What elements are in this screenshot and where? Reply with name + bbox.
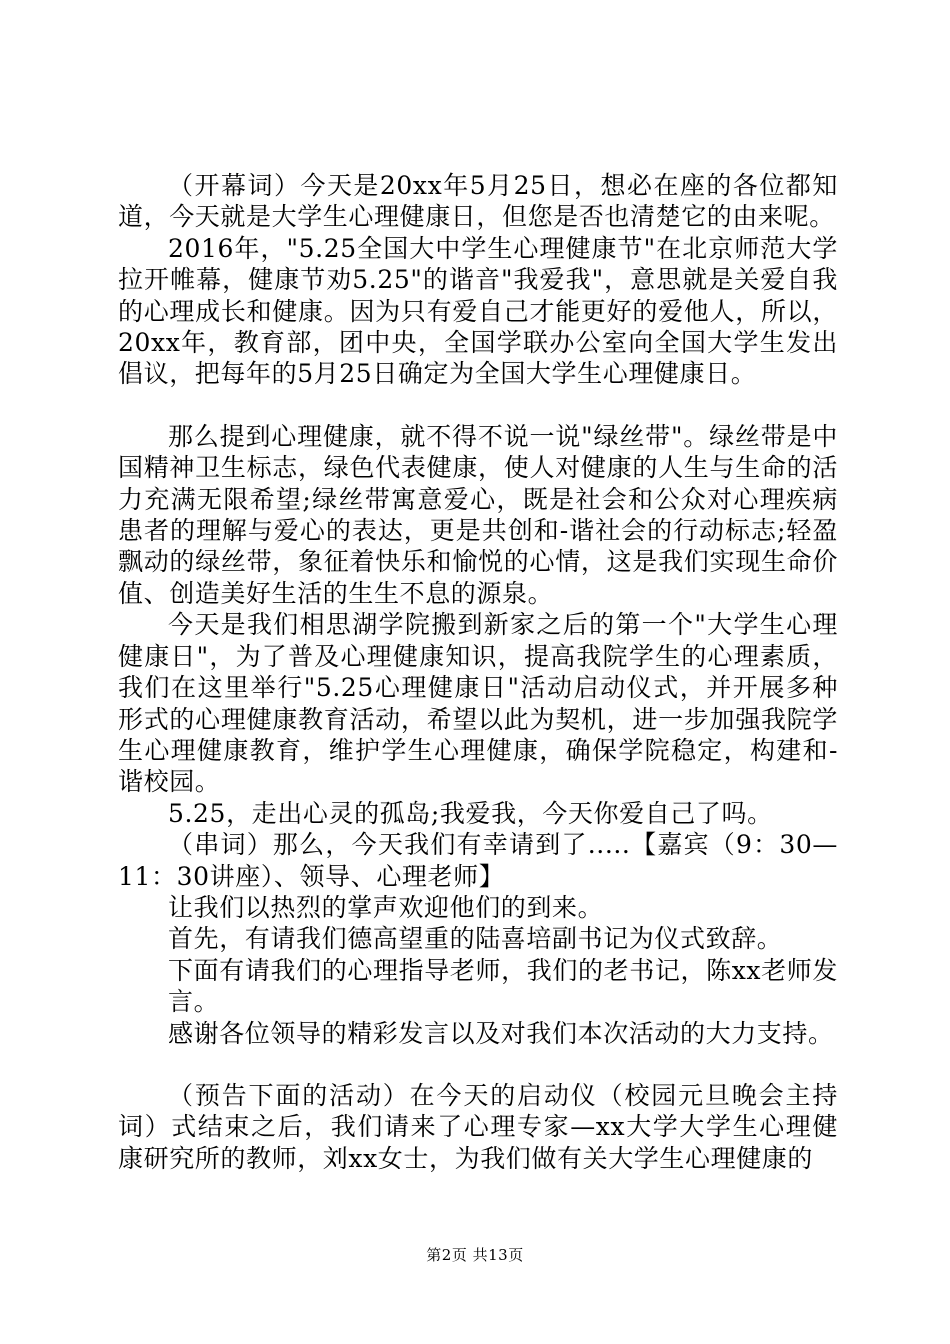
page-number: 第2页 共13页 (426, 1246, 524, 1264)
paragraph-applause: 让我们以热烈的掌声欢迎他们的到来。 (168, 892, 604, 922)
paragraph-speech-invite: 首先，有请我们德高望重的陆喜培副书记为仪式致辞。 (168, 924, 783, 954)
paragraph-ceremony: 今天是我们相思湖学院搬到新家之后的第一个"大学生心理健康日"，为了普及心理健康知识，提高我院学生的心理素质，我们在这里举行"5.25心理健康日"活动启动仪式，并开展多种形式的心理健康教育活动，希望以此为契机，进一步加强我院学生心理健康教育，维护学生心理健康，确保学院稳定，构建和-谐校园。 (118, 610, 838, 797)
document-body (118, 170, 838, 1174)
paragraph-preview: （预告下面的活动）在今天的启动仪（校园元旦晚会主持词）式结束之后，我们请来了心理专家—xx大学大学生心理健康研究所的教师，刘xx女士，为我们做有关大学生心理健康的 (118, 1080, 838, 1173)
paragraph-slogan: 5.25，走出心灵的孤岛;我爱我，今天你爱自己了吗。 (168, 798, 773, 828)
paragraph-history: 2016年，"5.25全国大中学生心理健康节"在北京师范大学拉开帷幕，健康节劝5.25"的谐音"我爱我"，意思就是关爱自我的心理成长和健康。因为只有爱自己才能更好的爱他人，所以，20xx年，教育部，团中央，全国学联办公室向全国大学生发出倡议，把每年的5月25日确定为全国大学生心理健康日。 (118, 233, 838, 389)
paragraph-green-ribbon: 那么提到心理健康，就不得不说一说"绿丝带"。绿丝带是中国精神卫生标志，绿色代表健康，使人对健康的人生与生命的活力充满无限希望;绿丝带寓意爱心，既是社会和公众对心理疾病患者的理解与爱心的表达，更是共创和-谐社会的行动标志;轻盈飘动的绿丝带，象征着快乐和愉悦的心情，这是我们实现生命价值、创造美好生活的生生不息的源泉。 (118, 421, 838, 608)
paragraph-opening: （开幕词）今天是20xx年5月25日，想必在座的各位都知道，今天就是大学生心理健康日，但您是否也清楚它的由来呢。 (118, 171, 838, 232)
paragraph-thanks: 感谢各位领导的精彩发言以及对我们本次活动的大力支持。 (168, 1018, 834, 1048)
paragraph-guests: （串词）那么，今天我们有幸请到了.....【嘉宾（9：30—11：30讲座）、领导、心理老师】 (118, 830, 838, 891)
page-footer (0, 1244, 950, 1265)
paragraph-teacher-speech: 下面有请我们的心理指导老师，我们的老书记，陈xx老师发言。 (168, 955, 838, 1017)
